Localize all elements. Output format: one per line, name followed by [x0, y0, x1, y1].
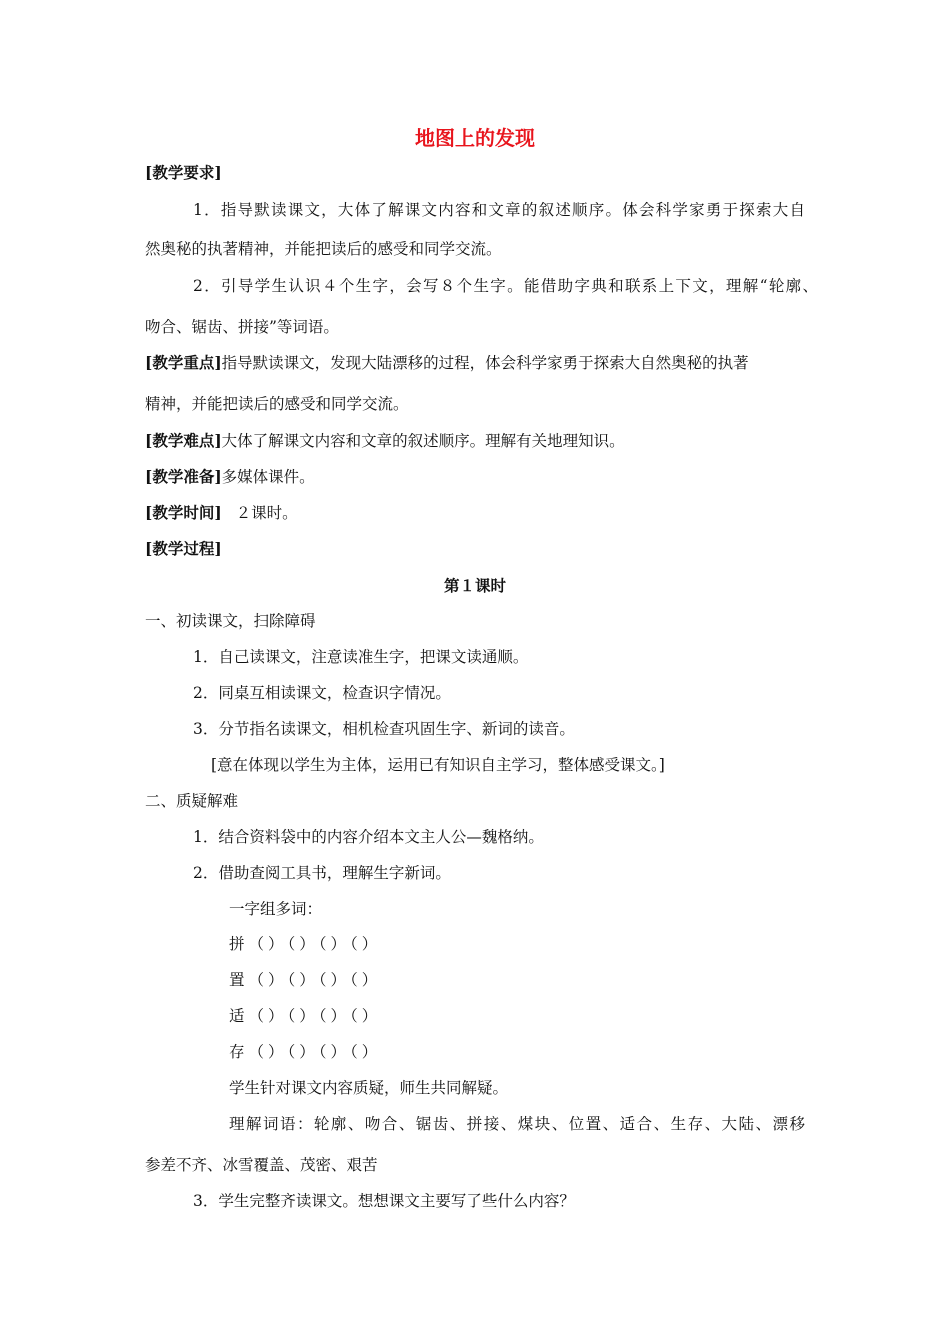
section-1-title: 一、初读课文，扫除障碍 — [145, 612, 316, 630]
teaching-time-label: [教学时间] — [145, 503, 222, 522]
teaching-difficulty-text: 大体了解课文内容和文章的叙述顺序。理解有关地理知识。 — [221, 432, 625, 450]
teaching-prep — [145, 467, 315, 487]
teaching-prep-label: [教学准备] — [145, 467, 222, 486]
teaching-focus-label: [教学重点] — [145, 353, 222, 372]
section-1-item-1: 1．自己读课文，注意读准生字，把课文读通顺。 — [193, 648, 529, 666]
teaching-time-text: ２课时。 — [235, 504, 298, 522]
section-2-item-1: 1．结合资料袋中的内容介绍本文主人公—魏格纳。 — [193, 828, 544, 846]
teaching-focus-text: 指导默读课文，发现大陆漂移的过程，体会科学家勇于探索大自然奥秘的执著 — [221, 354, 749, 372]
word-group-row: 置（）（）（）（） — [229, 971, 382, 989]
section-1-note: [意在体现以学生为主体，运用已有知识自主学习，整体感受课文。] — [211, 756, 665, 774]
vocabulary-line-2: 参差不齐、冰雪覆盖、茂密、艰苦 — [145, 1156, 378, 1174]
requirements-heading: [教学要求] — [145, 163, 222, 182]
page-title: 地图上的发现 — [415, 126, 535, 150]
word-group-label: 一字组多词： — [229, 900, 323, 918]
teaching-time — [145, 503, 298, 523]
word-group-row: 存（）（）（）（） — [229, 1043, 382, 1061]
question-line: 学生针对课文内容质疑，师生共同解疑。 — [229, 1079, 509, 1097]
requirement-2-line-1: 2．引导学生认识４个生字，会写８个生字。能借助字典和联系上下文，理解“轮廓、 — [193, 277, 818, 295]
requirement-1-line-2: 然奥秘的执著精神，并能把读后的感受和同学交流。 — [145, 240, 502, 258]
section-2-item-3: 3．学生完整齐读课文。想想课文主要写了些什么内容？ — [193, 1192, 575, 1210]
teaching-difficulty — [145, 431, 625, 451]
word-group-row: 拼（）（）（）（） — [229, 935, 382, 953]
section-2-title: 二、质疑解难 — [145, 792, 239, 810]
requirement-2-line-2: 吻合、锯齿、拼接”等词语。 — [145, 318, 339, 336]
section-1-item-2: 2．同桌互相读课文，检查识字情况。 — [193, 684, 451, 702]
section-2-item-2: 2．借助查阅工具书，理解生字新词。 — [193, 864, 451, 882]
teaching-difficulty-label: [教学难点] — [145, 431, 222, 450]
teaching-prep-text: 多媒体课件。 — [221, 468, 315, 486]
section-1-item-3: 3．分节指名读课文，相机检查巩固生字、新词的读音。 — [193, 720, 575, 738]
word-group-row: 适（）（）（）（） — [229, 1007, 382, 1025]
teaching-focus — [145, 353, 805, 373]
vocabulary-line-1: 理解词语：轮廓、吻合、锯齿、拼接、煤块、位置、适合、生存、大陆、漂移 — [229, 1115, 805, 1133]
requirement-1-line-1: 1．指导默读课文，大体了解课文内容和文章的叙述顺序。体会科学家勇于探索大自 — [193, 201, 805, 219]
teaching-process-label: [教学过程] — [145, 539, 222, 558]
teaching-focus-line-2: 精神，并能把读后的感受和同学交流。 — [145, 395, 409, 413]
lesson-1-heading: 第１课时 — [443, 576, 506, 595]
